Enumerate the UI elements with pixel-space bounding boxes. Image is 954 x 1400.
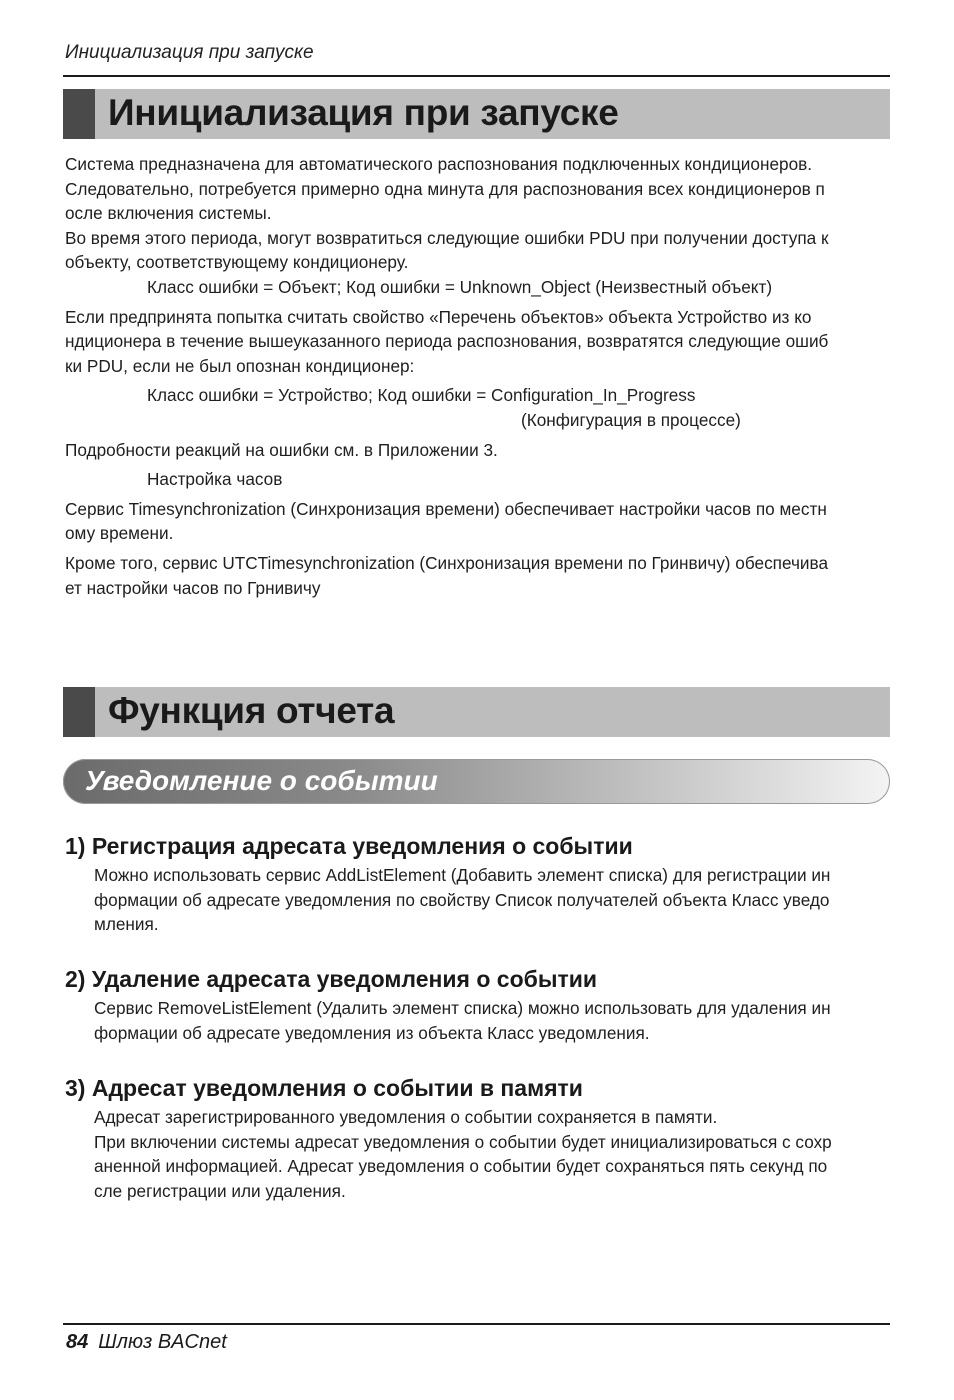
error-code-line: Класс ошибки = Объект; Код ошибки = Unknown_Object (Неизвестный объект) [147,276,773,297]
paragraph-line: ндиционера в течение вышеуказанного периода распознования, возвратятся следующие ошиб [65,331,829,352]
paragraph-line: Если предпринята попытка считать свойство «Перечень объектов» объекта Устройство из ко [65,306,812,327]
paragraph-line: объекту, соответствующему кондиционеру. [65,252,409,273]
clock-settings-heading: Настройка часов [147,469,283,490]
heading-tab-marker [63,687,95,737]
header-rule [63,75,890,77]
running-header: Инициализация при запуске [65,42,314,63]
item-heading: 3) Адресат уведомления о событии в памяти [65,1075,583,1101]
paragraph-line: ет настройки часов по Грнивичу [65,577,321,598]
paragraph-line: Следовательно, потребуется примерно одна минута для распознования всех кондиционеров п [65,178,825,199]
section-heading-report-function [63,687,890,737]
item-heading: 2) Удаление адресата уведомления о событии [65,966,598,992]
paragraph-line: формации об адресате уведомления по свойству Список получателей объекта Класс уведо [94,889,830,910]
paragraph-line: Подробности реакций на ошибки см. в Приложении 3. [65,439,498,460]
item-heading: 1) Регистрация адресата уведомления о событии [65,833,633,859]
paragraph-line: Во время этого периода, могут возвратиться следующие ошибки PDU при получении доступа к [65,227,829,248]
paragraph-line: При включении системы адресат уведомления о событии будет инициализироваться с сохр [94,1131,832,1152]
section-title: Функция отчета [108,690,395,731]
footer-rule [63,1323,890,1325]
paragraph-line: аненной информацией. Адресат уведомления о событии будет сохраняться пять секунд по [94,1156,828,1177]
paragraph-line: осле включения системы. [65,203,272,224]
paragraph-line: сле регистрации или удаления. [94,1180,346,1201]
product-name: Шлюз BACnet [98,1331,227,1353]
heading-tab-marker [63,89,95,139]
paragraph-line: формации об адресате уведомления из объекта Класс уведомления. [94,1022,650,1043]
subsection-banner [63,759,890,804]
paragraph-line: Сервис RemoveListElement (Удалить элемент списка) можно использовать для удаления ин [94,998,831,1018]
section-title: Инициализация при запуске [108,92,619,133]
paragraph-line: мления. [94,914,159,935]
paragraph-line: Сервис Timesynchronization (Синхронизация времени) обеспечивает настройки часов по местн [65,498,827,519]
paragraph-line: Можно использовать сервис AddListElement (Добавить элемент списка) для регистрации ин [94,865,831,885]
error-code-translation: (Конфигурация в процессе) [521,409,741,430]
error-code-line: Класс ошибки = Устройство; Код ошибки = Configuration_In_Progress [147,385,696,406]
paragraph-line: ому времени. [65,523,174,544]
paragraph-line: Система предназначена для автоматического распознования подключенных кондиционеров. [65,154,813,174]
subsection-title: Уведомление о событии [85,765,438,796]
paragraph-line: Адресат зарегистрированного уведомления о событии сохраняется в памяти. [94,1107,718,1127]
page-footer [66,1331,227,1354]
paragraph-line: Кроме того, сервис UTCTimesynchronization (Синхронизация времени по Гринвичу) обеспечива [65,552,829,573]
page-number: 84 [66,1331,89,1353]
item-body [94,863,891,937]
paragraph-line: ки PDU, если не был опознан кондиционер: [65,355,415,376]
section-heading-initialization [63,89,890,139]
section-body-initialization [65,152,891,600]
item-body [94,1105,891,1203]
item-body [94,996,891,1045]
